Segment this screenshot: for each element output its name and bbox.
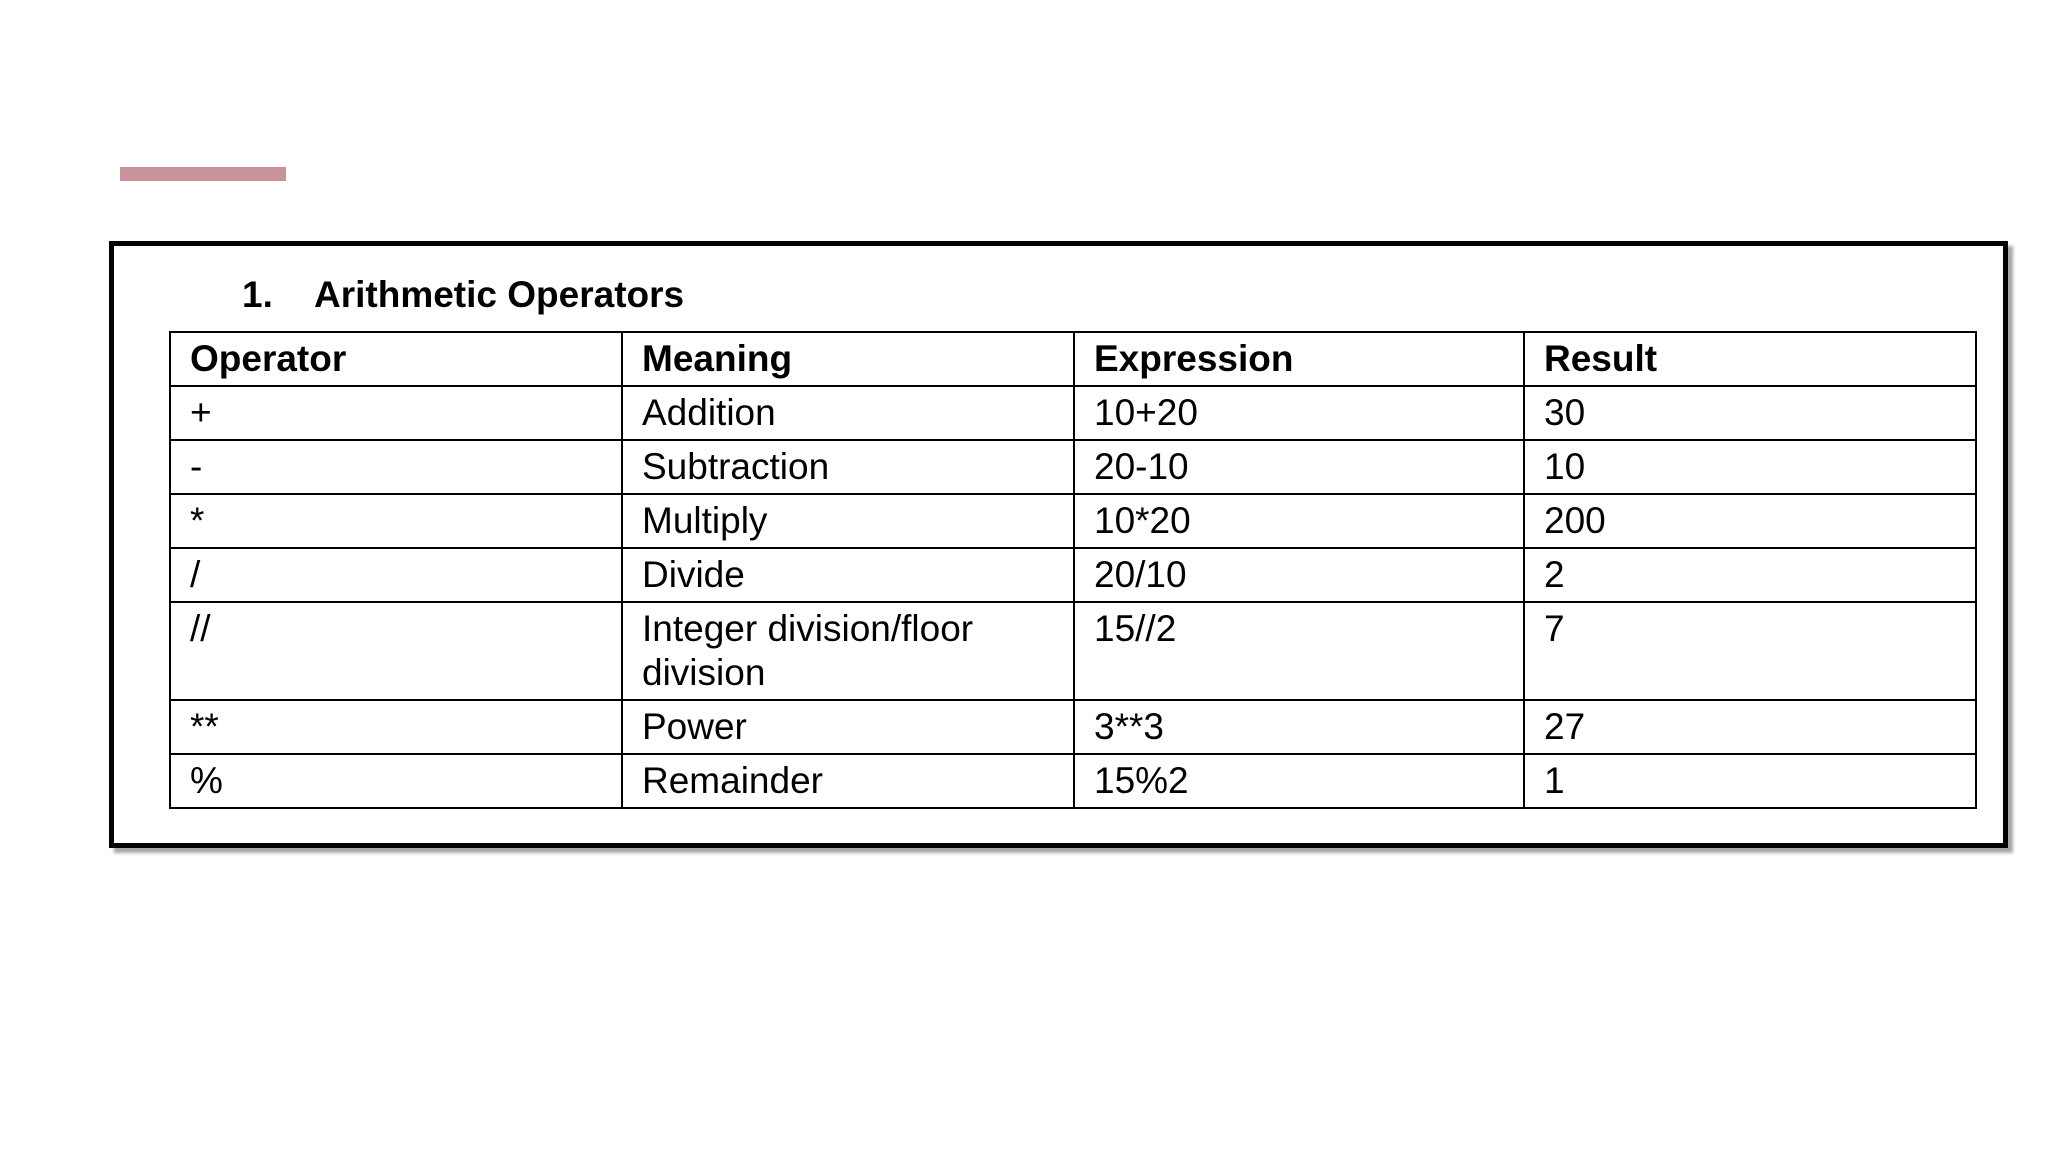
expression-cell: 20-10 <box>1074 440 1524 494</box>
column-header-operator: Operator <box>170 332 622 386</box>
meaning-cell: Power <box>622 700 1074 754</box>
meaning-cell: Remainder <box>622 754 1074 808</box>
operator-cell: ** <box>170 700 622 754</box>
document-image-frame <box>109 241 2008 848</box>
title-accent-bar <box>120 167 286 181</box>
result-cell: 1 <box>1524 754 1976 808</box>
result-cell: 30 <box>1524 386 1976 440</box>
operator-cell: // <box>170 602 622 700</box>
expression-cell: 3**3 <box>1074 700 1524 754</box>
meaning-cell: Integer division/floor division <box>622 602 1074 700</box>
operator-cell: / <box>170 548 622 602</box>
result-cell: 10 <box>1524 440 1976 494</box>
operator-cell: - <box>170 440 622 494</box>
meaning-cell: Subtraction <box>622 440 1074 494</box>
operator-cell: + <box>170 386 622 440</box>
expression-cell: 20/10 <box>1074 548 1524 602</box>
column-header-result: Result <box>1524 332 1976 386</box>
column-header-meaning: Meaning <box>622 332 1074 386</box>
section-number: 1. <box>242 274 273 315</box>
meaning-cell: Multiply <box>622 494 1074 548</box>
column-header-expression: Expression <box>1074 332 1524 386</box>
operators-table <box>169 331 1977 809</box>
table-row <box>170 494 1976 548</box>
table-row <box>170 386 1976 440</box>
meaning-cell: Addition <box>622 386 1074 440</box>
result-cell: 7 <box>1524 602 1976 700</box>
table-row <box>170 602 1976 700</box>
section-title: Arithmetic Operators <box>314 274 685 315</box>
result-cell: 2 <box>1524 548 1976 602</box>
section-heading <box>242 274 684 316</box>
expression-cell: 10*20 <box>1074 494 1524 548</box>
expression-cell: 10+20 <box>1074 386 1524 440</box>
meaning-cell: Divide <box>622 548 1074 602</box>
operator-cell: % <box>170 754 622 808</box>
expression-cell: 15//2 <box>1074 602 1524 700</box>
result-cell: 27 <box>1524 700 1976 754</box>
result-cell: 200 <box>1524 494 1976 548</box>
table-header-row <box>170 332 1976 386</box>
table-row <box>170 440 1976 494</box>
table-row <box>170 548 1976 602</box>
expression-cell: 15%2 <box>1074 754 1524 808</box>
table-row <box>170 700 1976 754</box>
table-row <box>170 754 1976 808</box>
operator-cell: * <box>170 494 622 548</box>
